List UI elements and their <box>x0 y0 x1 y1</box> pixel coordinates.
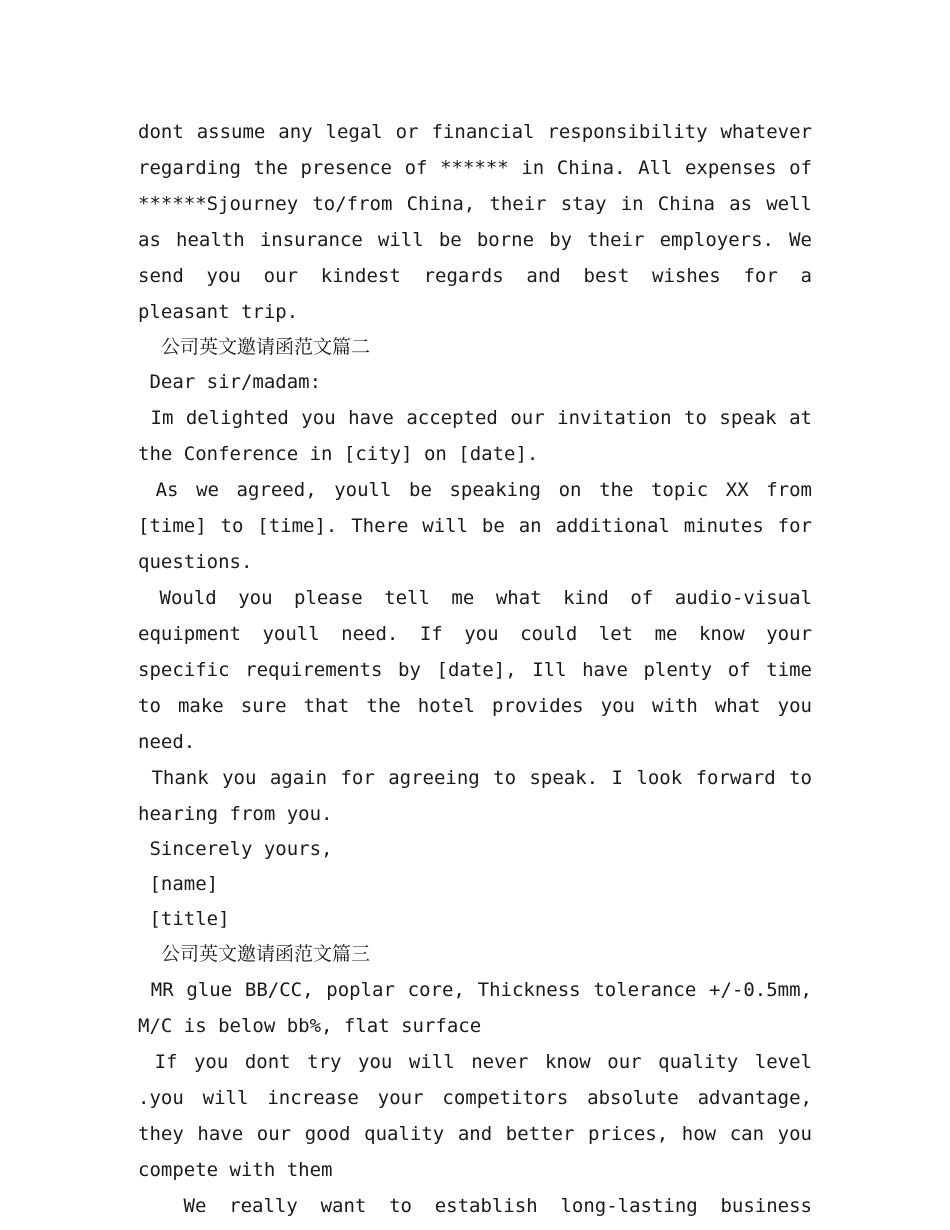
paragraph-delighted: Im delighted you have accepted our invitation to speak at the Conference in [city] on [date]. <box>138 407 824 465</box>
salutation: Dear sir/madam: <box>138 371 322 393</box>
paragraph-topic: As we agreed, youll be speaking on the topic XX from [time] to [time]. There will be an additional minutes for questions. <box>138 479 824 573</box>
paragraph-quality: If you dont try you will never know our quality level .you will increase your competitors absolute advantage, they have our good quality and better prices, how can you compete with them <box>138 1051 824 1181</box>
closing: Sincerely yours, <box>138 838 333 860</box>
document-page <box>138 114 824 1224</box>
paragraph-thanks: Thank you again for agreeing to speak. I look forward to hearing from you. <box>138 767 824 825</box>
paragraph-business: We really want to establish long-lasting business <box>138 1195 812 1217</box>
paragraph-responsibility: dont assume any legal or financial responsibility whatever regarding the presence of ****** in China. All expenses of ******Sjourney to/from China, their stay in China as well as health insurance will be borne by their employers. We send you our kindest regards and best wishes for a pleasant trip. <box>138 121 824 323</box>
section-heading-2: 公司英文邀请函范文篇二 <box>161 336 371 358</box>
signature-title: [title] <box>138 908 230 930</box>
paragraph-specs: MR glue BB/CC, poplar core, Thickness tolerance +/-0.5mm, M/C is below bb%, flat surface <box>138 979 824 1037</box>
signature-name: [name] <box>138 873 219 895</box>
paragraph-equipment: Would you please tell me what kind of audio-visual equipment youll need. If you could let me know your specific requirements by [date], Ill have plenty of time to make sure that the hotel provides you with what you need. <box>138 587 824 753</box>
section-heading-3: 公司英文邀请函范文篇三 <box>161 943 371 965</box>
